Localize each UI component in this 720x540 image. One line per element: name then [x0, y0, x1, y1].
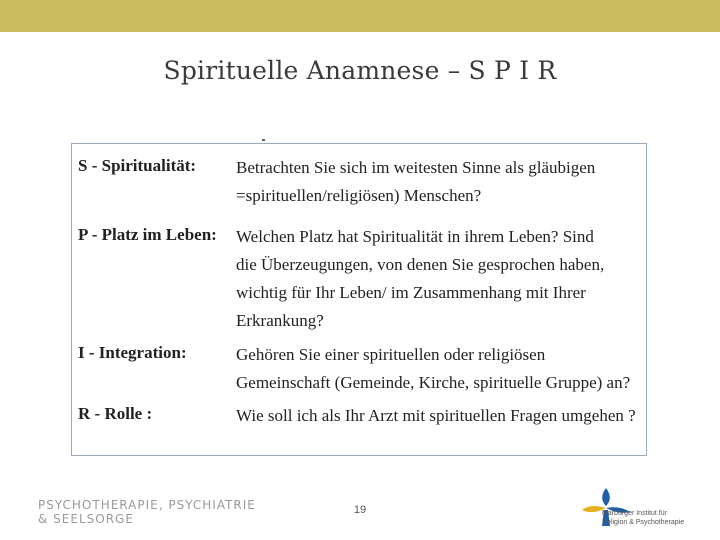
spir-term: R - Rolle :: [78, 404, 153, 423]
page-number: 19: [353, 504, 367, 516]
description-line: Gemeinschaft (Gemeinde, Kirche, spirituelle Gruppe) an?: [236, 373, 631, 392]
logo-caption: [602, 509, 684, 527]
spir-description: [236, 402, 636, 430]
footer-line: PSYCHOTHERAPIE, PSYCHIATRIE: [38, 498, 256, 512]
spir-description: [236, 154, 636, 210]
description-line: wichtig für Ihr Leben/ im Zusammenhang mit Ihrer: [236, 283, 586, 302]
description-line: Wie soll ich als Ihr Arzt mit spirituellen Fragen umgehen ?: [236, 406, 636, 425]
spir-description: [236, 223, 636, 335]
description-line: Welchen Platz hat Spiritualität in ihrem Leben? Sind: [236, 227, 594, 246]
footer-organization: [38, 498, 256, 526]
description-line: Gehören Sie einer spirituellen oder religiösen: [236, 345, 546, 364]
spir-description: [236, 341, 636, 397]
top-accent-bar: [0, 0, 720, 32]
footer-line: & SEELSORGE: [38, 512, 134, 526]
logo-caption-line: Marburger Institut für: [602, 510, 667, 517]
logo-caption-line: Religion & Psychotherapie: [602, 519, 685, 526]
slide-title: Spirituelle Anamnese – S P I R: [163, 56, 557, 85]
description-line: Erkrankung?: [236, 311, 324, 330]
spir-table: [71, 143, 647, 456]
description-line: Betrachten Sie sich im weitesten Sinne als gläubigen: [236, 158, 596, 177]
logo-flame-shape: [602, 488, 610, 506]
decorative-tick: [262, 139, 265, 141]
description-line: =spirituellen/religiösen) Menschen?: [236, 186, 482, 205]
description-line: die Überzeugungen, von denen Sie gesprochen haben,: [236, 255, 605, 274]
spir-term: I - Integration:: [78, 343, 187, 362]
spir-term: S - Spiritualität:: [78, 156, 197, 175]
spir-term: P - Platz im Leben:: [78, 225, 217, 244]
